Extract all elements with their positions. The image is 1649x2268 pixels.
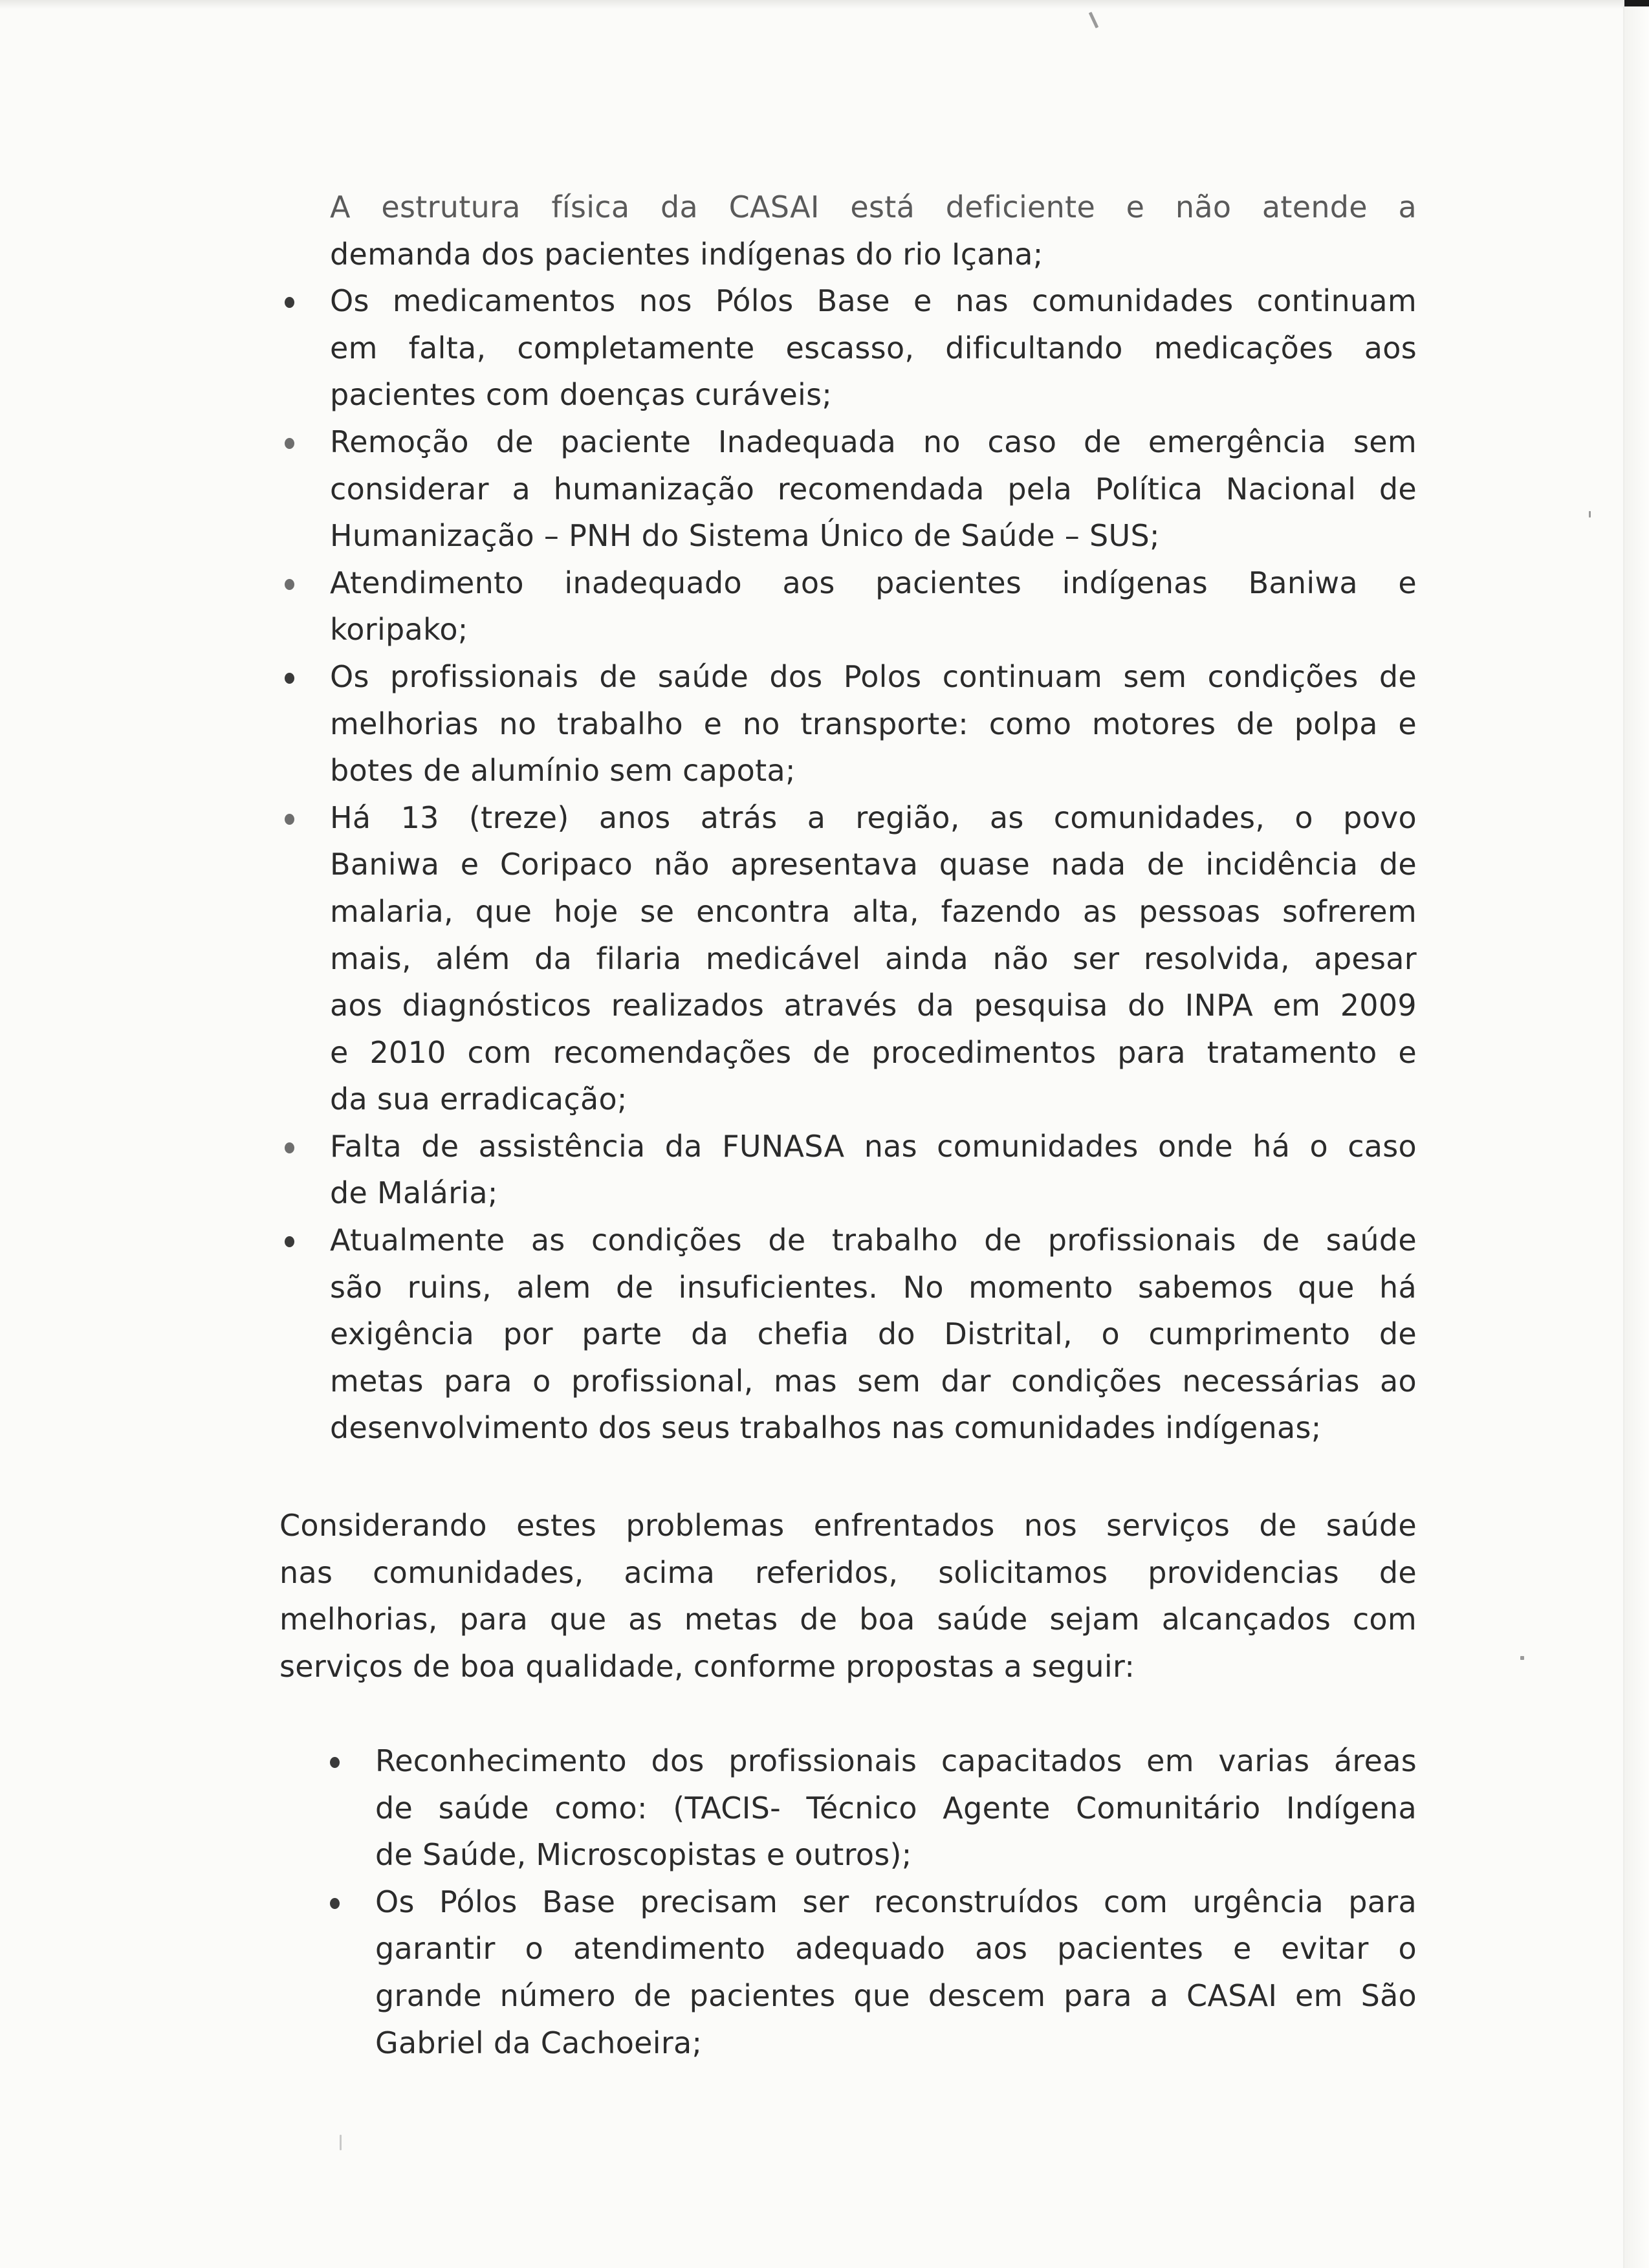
- list-item-line: pacientes com doenças curáveis;: [330, 377, 833, 413]
- list-item-line: Remoção de paciente Inadequada no caso de emergência sem: [330, 424, 1417, 459]
- list-item-line: exigência por parte da chefia do Distrital, o cumprimento de: [330, 1316, 1417, 1352]
- list-item: [330, 1123, 1417, 1217]
- list-item-line: Humanização – PNH do Sistema Único de Saúde – SUS;: [330, 518, 1160, 554]
- proposals-list: [375, 1738, 1417, 2066]
- list-item-line: são ruins, alem de insuficientes. No momento sabemos que há: [330, 1269, 1417, 1305]
- list-item-line: Atualmente as condições de trabalho de profissionais de saúde: [330, 1223, 1417, 1258]
- list-item-line: em falta, completamente escasso, dificultando medicações aos: [330, 330, 1417, 365]
- bullet-icon: [285, 1236, 294, 1247]
- list-item-line: Os Pólos Base precisam ser reconstruídos com urgência para: [375, 1884, 1417, 1919]
- list-item-line: Atendimento inadequado aos pacientes indígenas Baniwa e: [330, 565, 1417, 600]
- paragraph-line: nas comunidades, acima referidos, solicitamos providencias de: [279, 1554, 1417, 1590]
- list-item-line: Gabriel da Cachoeira;: [375, 2025, 703, 2060]
- bullet-icon: [330, 1757, 340, 1768]
- bullet-icon: [285, 814, 294, 825]
- paragraph-line: melhorias, para que as metas de boa saúde sejam alcançados com: [279, 1602, 1417, 1637]
- list-item-line: da sua erradicação;: [330, 1082, 628, 1117]
- list-item: [330, 278, 1417, 419]
- list-item-line: Os medicamentos nos Pólos Base e nas comunidades continuam: [330, 283, 1417, 319]
- list-item-line: koripako;: [330, 612, 468, 648]
- list-item-line: considerar a humanização recomendada pela Política Nacional de: [330, 471, 1417, 507]
- scan-top-shadow: [0, 0, 1649, 9]
- list-item: [375, 1738, 1417, 1879]
- scan-corner-mark: [1624, 0, 1649, 6]
- list-item-line: A estrutura física da CASAI está deficiente e não atende a: [330, 190, 1417, 224]
- list-item-line: botes de alumínio sem capota;: [330, 753, 796, 789]
- list-item-line: desenvolvimento dos seus trabalhos nas comunidades indígenas;: [330, 1410, 1322, 1446]
- list-item-line: mais, além da filaria medicável ainda não ser resolvida, apesar: [330, 941, 1417, 976]
- list-item: [330, 419, 1417, 560]
- list-item: [330, 560, 1417, 653]
- list-item-line: Os profissionais de saúde dos Polos continuam sem condições de: [330, 659, 1417, 694]
- list-item-line: garantir o atendimento adequado aos pacientes e evitar o: [375, 1931, 1417, 1967]
- list-item-line: aos diagnósticos realizados através da pesquisa do INPA em 2009: [330, 988, 1417, 1023]
- list-item-line: e 2010 com recomendações de procedimentos para tratamento e: [330, 1034, 1417, 1070]
- scan-speck: [340, 2135, 342, 2150]
- bullet-icon: [285, 673, 294, 684]
- scan-right-edge: [1623, 0, 1649, 2268]
- scan-speck: [1520, 1656, 1524, 1660]
- bullet-icon: [285, 438, 294, 449]
- list-item-line: Reconhecimento dos profissionais capacitados em varias áreas: [375, 1743, 1417, 1778]
- bullet-icon: [330, 1898, 340, 1909]
- list-item-line: de Saúde, Microscopistas e outros);: [375, 1837, 912, 1873]
- list-item: [330, 184, 1417, 278]
- list-item-line: malaria, que hoje se encontra alta, fazendo as pessoas sofrerem: [330, 893, 1417, 929]
- list-item: [330, 1217, 1417, 1452]
- paragraph-line: Considerando estes problemas enfrentados nos serviços de saúde: [279, 1508, 1417, 1543]
- list-item-line: metas para o profissional, mas sem dar condições necessárias ao: [330, 1363, 1417, 1399]
- list-item-line: melhorias no trabalho e no transporte: como motores de polpa e: [330, 706, 1417, 741]
- bullet-icon: [285, 297, 294, 308]
- list-item: [330, 653, 1417, 794]
- list-item: [375, 1879, 1417, 2066]
- list-item-line: de saúde como: (TACIS- Técnico Agente Comunitário Indígena: [375, 1790, 1417, 1826]
- paragraph-line: serviços de boa qualidade, conforme propostas a seguir:: [279, 1648, 1135, 1684]
- scan-speck: [1089, 12, 1099, 28]
- list-item-line: Falta de assistência da FUNASA nas comunidades onde há o caso: [330, 1128, 1417, 1164]
- list-item: [330, 794, 1417, 1123]
- list-item-line: Há 13 (treze) anos atrás a região, as comunidades, o povo: [330, 800, 1417, 835]
- bullet-icon: [285, 579, 294, 590]
- list-item-line: grande número de pacientes que descem para a CASAI em São: [375, 1978, 1417, 2013]
- considering-paragraph: [279, 1502, 1417, 1690]
- list-item-line: de Malária;: [330, 1175, 498, 1211]
- scan-speck: [1589, 511, 1591, 518]
- list-item-line: Baniwa e Coripaco não apresentava quase nada de incidência de: [330, 847, 1417, 882]
- list-item-line: demanda dos pacientes indígenas do rio Içana;: [330, 236, 1043, 272]
- problems-list: [330, 184, 1417, 1452]
- bullet-icon: [285, 1142, 294, 1153]
